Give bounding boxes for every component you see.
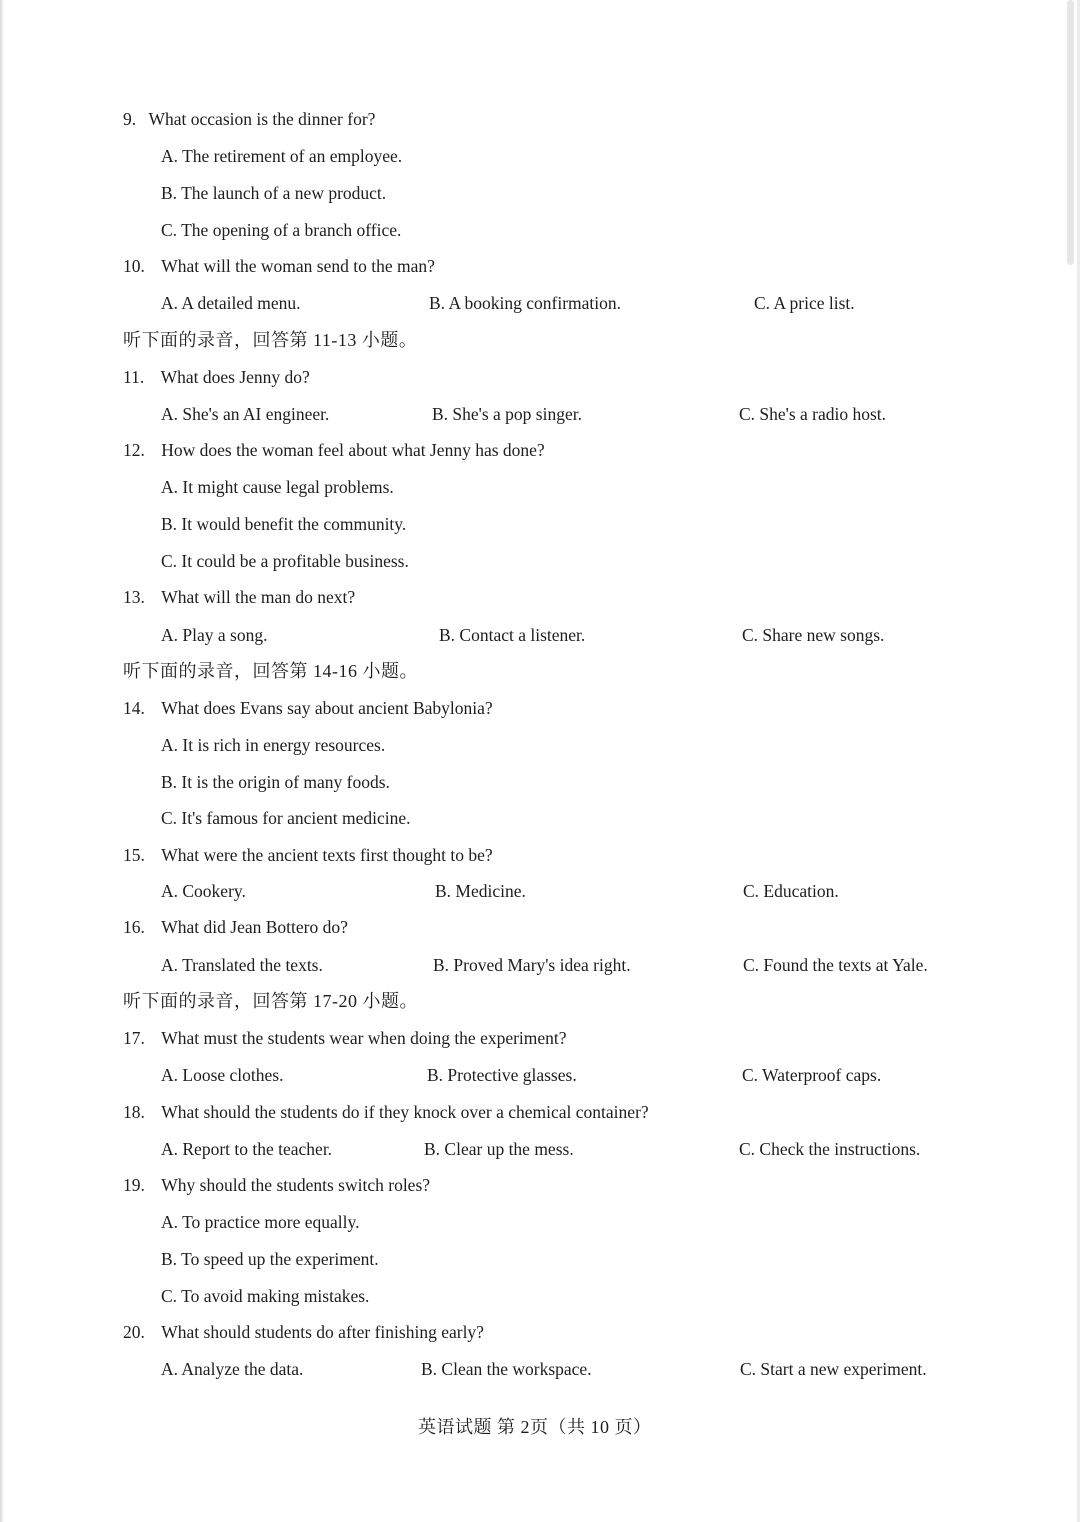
- question-16: [123, 916, 348, 938]
- option-b: B. Proved Mary's idea right.: [433, 955, 631, 975]
- question-number: 10.: [123, 256, 145, 276]
- option-c: C. The opening of a branch office.: [161, 220, 402, 240]
- option-c: C. It's famous for ancient medicine.: [161, 808, 411, 828]
- question-15: [123, 844, 493, 866]
- page-edge: [0, 0, 4, 1522]
- option-c: C. Found the texts at Yale.: [743, 955, 928, 975]
- question-12: [123, 439, 545, 461]
- question-text: What did Jean Bottero do?: [161, 917, 348, 937]
- question-text: What occasion is the dinner for?: [148, 109, 376, 129]
- page-footer: 英语试题 第 2页（共 10 页）: [418, 1417, 652, 1437]
- option-c: C. Waterproof caps.: [742, 1065, 882, 1085]
- question-number: 15.: [123, 845, 145, 865]
- option-a: A. Translated the texts.: [161, 955, 323, 975]
- option-c: C. She's a radio host.: [739, 404, 887, 424]
- option-b: B. Clean the workspace.: [421, 1359, 592, 1379]
- question-17: [123, 1027, 567, 1049]
- option-a: A. Report to the teacher.: [161, 1139, 333, 1159]
- option-a: A. Analyze the data.: [161, 1359, 304, 1379]
- option-a: A. She's an AI engineer.: [161, 404, 330, 424]
- option-c: C. To avoid making mistakes.: [161, 1286, 370, 1306]
- question-14: [123, 697, 493, 719]
- question-text: How does the woman feel about what Jenny has done?: [161, 440, 545, 460]
- option-b: B. A booking confirmation.: [429, 293, 622, 313]
- question-number: 14.: [123, 698, 145, 718]
- scrollbar-thumb[interactable]: [1067, 0, 1074, 265]
- question-number: 16.: [123, 917, 145, 937]
- question-number: 13.: [123, 587, 145, 607]
- question-text: What must the students wear when doing the experiment?: [161, 1028, 567, 1048]
- option-b: B. She's a pop singer.: [432, 404, 582, 424]
- question-19: [123, 1174, 430, 1196]
- section-instruction: 听下面的录音，回答第 17-20 小题。: [123, 991, 418, 1011]
- question-number: 20.: [123, 1322, 145, 1342]
- option-a: A. It is rich in energy resources.: [161, 735, 386, 755]
- question-text: What does Jenny do?: [160, 367, 310, 387]
- option-c: C. Education.: [743, 881, 839, 901]
- question-number: 9.: [123, 109, 137, 129]
- option-b: B. Protective glasses.: [427, 1065, 577, 1085]
- section-instruction: 听下面的录音，回答第 11-13 小题。: [123, 330, 418, 350]
- option-a: A. The retirement of an employee.: [161, 146, 403, 166]
- option-b: B. Contact a listener.: [439, 625, 586, 645]
- option-a: A. It might cause legal problems.: [161, 477, 394, 497]
- question-text: What will the man do next?: [161, 587, 356, 607]
- question-text: What does Evans say about ancient Babylonia?: [161, 698, 493, 718]
- question-text: What should students do after finishing early?: [161, 1322, 484, 1342]
- option-b: B. It is the origin of many foods.: [161, 772, 390, 792]
- question-number: 19.: [123, 1175, 145, 1195]
- question-number: 18.: [123, 1102, 145, 1122]
- question-text: What should the students do if they knock over a chemical container?: [161, 1102, 649, 1122]
- option-b: B. Clear up the mess.: [424, 1139, 574, 1159]
- question-18: [123, 1101, 649, 1123]
- option-c: C. Check the instructions.: [739, 1139, 921, 1159]
- question-9: [123, 108, 375, 130]
- option-c: C. It could be a profitable business.: [161, 551, 409, 571]
- question-text: What were the ancient texts first thought to be?: [161, 845, 493, 865]
- question-13: [123, 586, 355, 608]
- option-b: B. Medicine.: [435, 881, 526, 901]
- question-text: What will the woman send to the man?: [161, 256, 435, 276]
- question-number: 12.: [123, 440, 145, 460]
- option-c: C. A price list.: [754, 293, 855, 313]
- option-a: A. Cookery.: [161, 881, 246, 901]
- question-number: 11.: [123, 367, 145, 387]
- option-b: B. It would benefit the community.: [161, 514, 407, 534]
- option-a: A. A detailed menu.: [161, 293, 301, 313]
- section-instruction: 听下面的录音，回答第 14-16 小题。: [123, 661, 418, 681]
- option-c: C. Share new songs.: [742, 625, 885, 645]
- option-b: B. The launch of a new product.: [161, 183, 387, 203]
- question-number: 17.: [123, 1028, 145, 1048]
- option-a: A. Loose clothes.: [161, 1065, 284, 1085]
- option-b: B. To speed up the experiment.: [161, 1249, 379, 1269]
- question-text: Why should the students switch roles?: [161, 1175, 431, 1195]
- question-10: [123, 255, 435, 277]
- option-a: A. To practice more equally.: [161, 1212, 360, 1232]
- question-11: [123, 366, 310, 388]
- question-20: [123, 1321, 484, 1343]
- option-c: C. Start a new experiment.: [740, 1359, 927, 1379]
- option-a: A. Play a song.: [161, 625, 268, 645]
